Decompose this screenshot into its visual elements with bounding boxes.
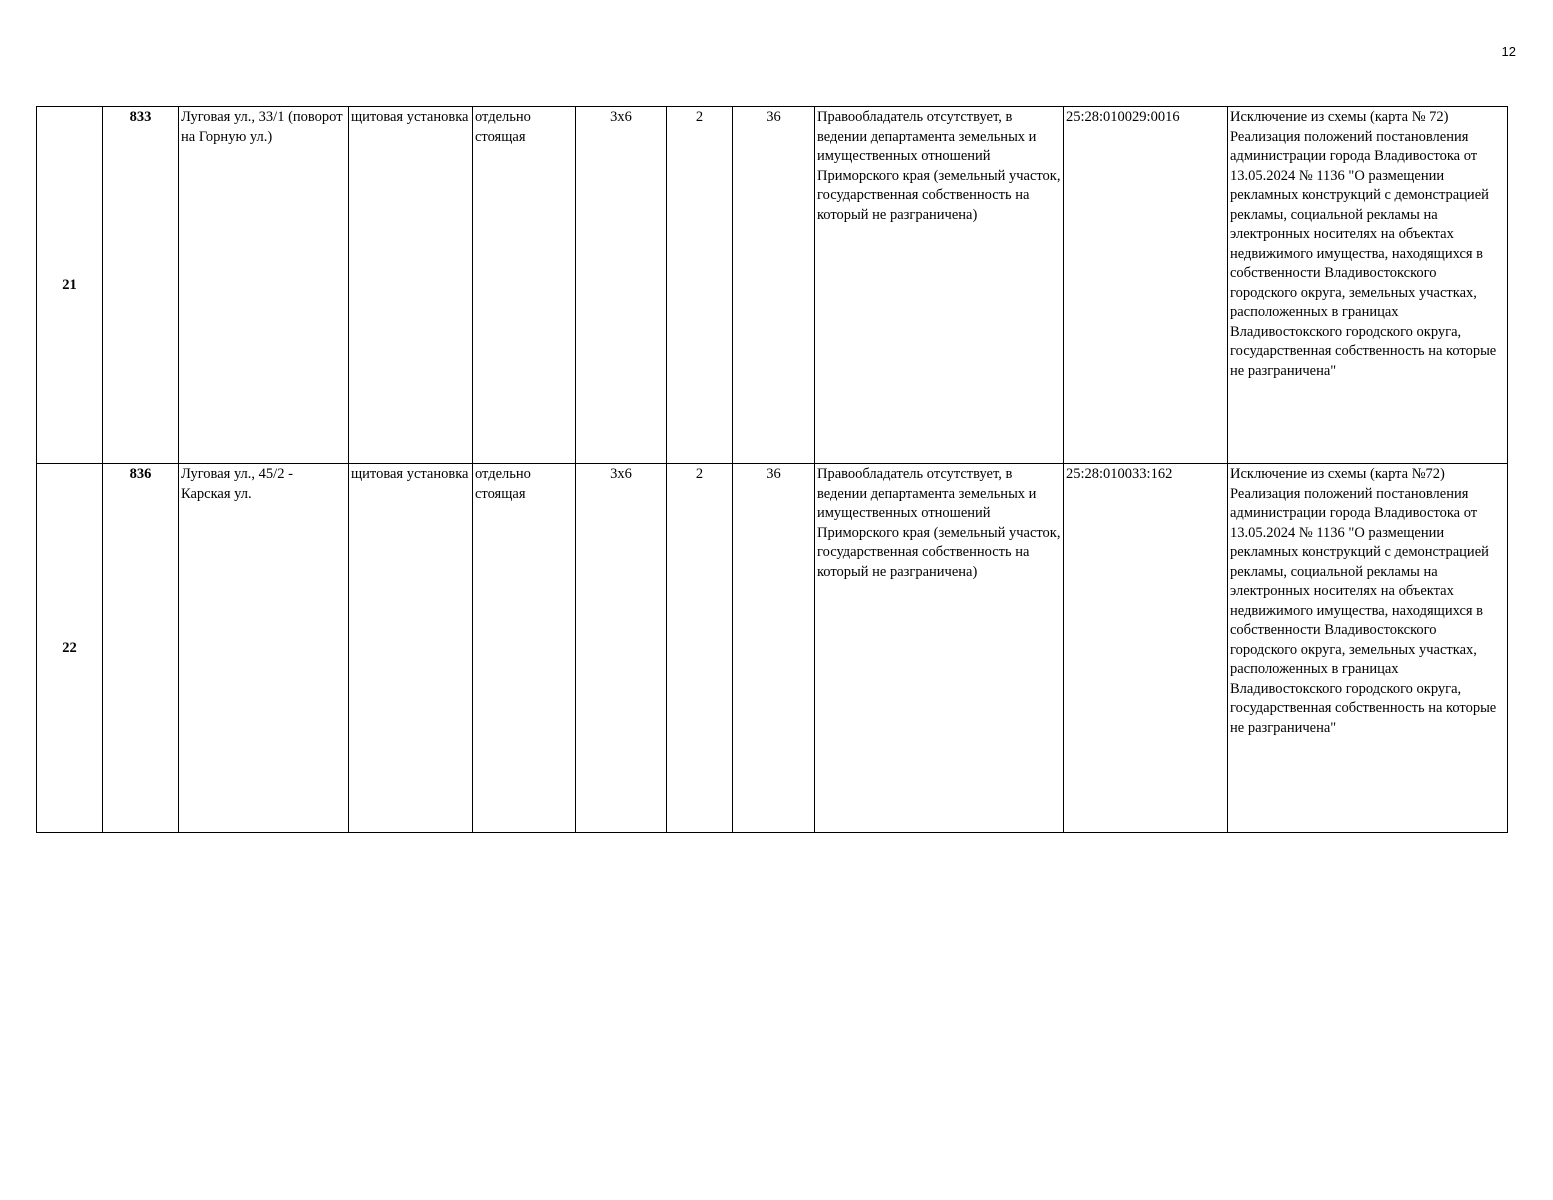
owner-cell: Правообладатель отсутствует, в ведении департамента земельных и имущественных отношений Приморского края (земельный участок, государственная собственность на который не разграничена) — [815, 464, 1064, 833]
sides-cell: 2 — [667, 107, 733, 464]
structure-type-cell: щитовая установка — [349, 464, 473, 833]
note-cell: Исключение из схемы (карта №72) Реализация положений постановления администрации города Владивостока от 13.05.2024 № 1136 "О размещении рекламных конструкций с демонстрацией рекламы, социальной рекламы на электронных носителях на объектах недвижимого имущества, находящихся в собственности Владивостокского городского округа, земельных участках, расположенных в границах Владивостокского городского округа, государственная собственность на которые не разграничена" — [1228, 464, 1508, 833]
placement-cell: отдельно стоящая — [473, 464, 576, 833]
page-number: 12 — [1501, 44, 1516, 59]
owner-cell: Правообладатель отсутствует, в ведении департамента земельных и имущественных отношений Приморского края (земельный участок, государственная собственность на который не разграничена) — [815, 107, 1064, 464]
cadastral-number-cell: 25:28:010033:162 — [1064, 464, 1228, 833]
structure-id-cell: 836 — [103, 464, 179, 833]
structure-type-cell: щитовая установка — [349, 107, 473, 464]
table-row — [37, 107, 1508, 464]
advertising-structures-table — [36, 106, 1508, 833]
structure-id-cell: 833 — [103, 107, 179, 464]
sides-cell: 2 — [667, 464, 733, 833]
row-number-cell: 21 — [37, 107, 103, 464]
row-number-cell: 22 — [37, 464, 103, 833]
size-cell: 3х6 — [576, 464, 667, 833]
table-row — [37, 464, 1508, 833]
placement-cell: отдельно стоящая — [473, 107, 576, 464]
area-cell: 36 — [733, 107, 815, 464]
address-cell: Луговая ул., 45/2 - Карская ул. — [179, 464, 349, 833]
size-cell: 3х6 — [576, 107, 667, 464]
area-cell: 36 — [733, 464, 815, 833]
address-cell: Луговая ул., 33/1 (поворот на Горную ул.) — [179, 107, 349, 464]
note-cell: Исключение из схемы (карта № 72) Реализация положений постановления администрации города Владивостока от 13.05.2024 № 1136 "О размещении рекламных конструкций с демонстрацией рекламы, социальной рекламы на электронных носителях на объектах недвижимого имущества, находящихся в собственности Владивостокского городского округа, земельных участках, расположенных в границах Владивостокского городского округа, государственная собственность на которые не разграничена" — [1228, 107, 1508, 464]
cadastral-number-cell: 25:28:010029:0016 — [1064, 107, 1228, 464]
